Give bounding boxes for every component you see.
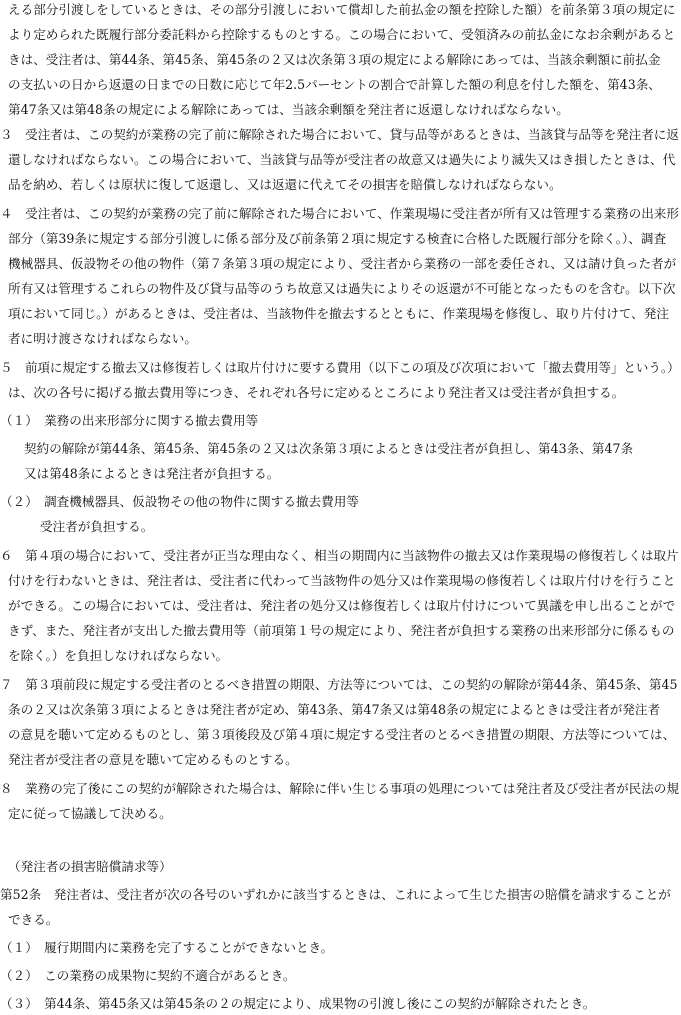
text-line: 者に明け渡さなければならない。 — [8, 331, 197, 346]
text-line: ６ 第４項の場合において、受注者が正当な理由なく、相当の期間内に当該物件の撤去又は作業現場の修復若しくは取片 — [0, 548, 679, 563]
text-line: 第52条 発注者は、受注者が次の各号のいずれかに該当するときは、これによって生じた損害の賠償を請求することが — [0, 887, 671, 902]
text-line: きは、受注者は、第44条、第45条、第45条の２又は次条第３項の規定による解除にあっては、当該余剰額に前払金 — [8, 52, 661, 67]
text-line: （２） この業務の成果物に契約不適合があるとき。 — [0, 968, 296, 983]
article-heading: （発注者の損害賠償請求等） — [8, 859, 172, 874]
text-line: ５ 前項に規定する撤去又は修復若しくは取片付けに要する費用（以下この項及び次項において「撤去費用等」という。） — [0, 360, 680, 375]
text-line: 定に従って協議して決める。 — [8, 806, 172, 821]
text-line: 機械器具、仮設物その他の物件（第７条第３項の規定により、受注者から業務の一部を委任され、又は請け負った者が — [8, 256, 677, 271]
text-line: 項において同じ。）があるときは、受注者は、当該物件を撤去するとともに、作業現場を修復し、取り片付けて、発注 — [8, 306, 669, 321]
text-line: ３ 受注者は、この契約が業務の完了前に解除された場合において、貸与品等があるときは、当該貸与品等を発注者に返 — [0, 127, 679, 142]
text-line: ８ 業務の完了後にこの契約が解除された場合は、解除に伴い生じる事項の処理については発注者及び受注者が民法の規 — [0, 781, 679, 796]
text-line: ４ 受注者は、この契約が業務の完了前に解除された場合において、作業現場に受注者が所有又は管理する業務の出来形 — [0, 206, 679, 221]
text-line: 品を納め、若しくは原状に復して返還し、又は返還に代えてその損害を賠償しなければならない。 — [8, 177, 562, 192]
text-line: （３） 第44条、第45条又は第45条の２の規定により、成果物の引渡し後にこの契約が解除されたとき。 — [0, 996, 596, 1011]
text-line: 条の２又は次条第３項によるときは発注者が定め、第43条、第47条又は第48条の規定によるときは受注者が発注者 — [8, 702, 661, 717]
text-line: 発注者が受注者の意見を聴いて定めるものとする。 — [8, 752, 298, 767]
text-line: 第47条又は第48条の規定による解除にあっては、当該余剰額を発注者に返還しなければならない。 — [8, 102, 569, 117]
text-line: 又は第48条によるときは発注者が負担する。 — [24, 466, 280, 481]
text-line: 還しなければならない。この場合において、当該貸与品等が受注者の故意又は過失により滅失又はき損したときは、代 — [8, 152, 676, 167]
text-line: える部分引渡しをしているときは、その部分引渡しにおいて償却した前払金の額を控除した額）を前条第３項の規定に — [8, 2, 676, 17]
text-line: きず、また、発注者が支出した撤去費用等（前項第１号の規定により、発注者が負担する業務の出来形部分に係るもの — [8, 623, 675, 638]
text-line: の意見を聴いて定めるものとし、第３項後段及び第４項に規定する受注者のとるべき措置の期限、方法等については、 — [8, 727, 676, 742]
text-line: は、次の各号に掲げる撤去費用等につき、それぞれ各号に定めるところにより発注者又は受注者が負担する。 — [8, 385, 625, 400]
text-line: 契約の解除が第44条、第45条、第45条の２又は次条第３項によるときは受注者が負担し、第43条、第47条 — [24, 441, 634, 456]
text-line: できる。 — [8, 912, 59, 927]
text-line: の支払いの日から返還の日までの日数に応じて年2.5パーセントの割合で計算した額の利息を付した額を、第43条、 — [8, 77, 661, 92]
text-line: より定められた既履行部分委託料から控除するものとする。この場合において、受領済みの前払金になお余剰があると — [8, 27, 676, 42]
text-line: （２） 調査機械器具、仮設物その他の物件に関する撤去費用等 — [0, 494, 359, 509]
text-line: ができる。この場合においては、受注者は、発注者の処分又は修復若しくは取片付けについて異議を申し出ることがで — [8, 598, 676, 613]
text-line: 部分（第39条に規定する部分引渡しに係る部分及び前条第２項に規定する検査に合格した既履行部分を除く。）、調査 — [8, 231, 667, 246]
text-line: 付けを行わないときは、発注者は、受注者に代わって当該物件の処分又は作業現場の修復若しくは取片付けを行うこと — [8, 573, 676, 588]
text-line: （１） 履行期間内に業務を完了することができないとき。 — [0, 940, 334, 955]
text-line: 受注者が負担する。 — [40, 519, 154, 534]
text-line: 所有又は管理するこれらの物件及び貸与品等のうち故意又は過失によりその返還が不可能となったものを含む。以下次 — [8, 281, 676, 296]
text-line: を除く。）を負担しなければならない。 — [8, 648, 229, 663]
text-line: （１） 業務の出来形部分に関する撤去費用等 — [0, 413, 259, 428]
text-line: ７ 第３項前段に規定する受注者のとるべき措置の期限、方法等については、この契約の解除が第44条、第45条、第45 — [0, 677, 678, 692]
